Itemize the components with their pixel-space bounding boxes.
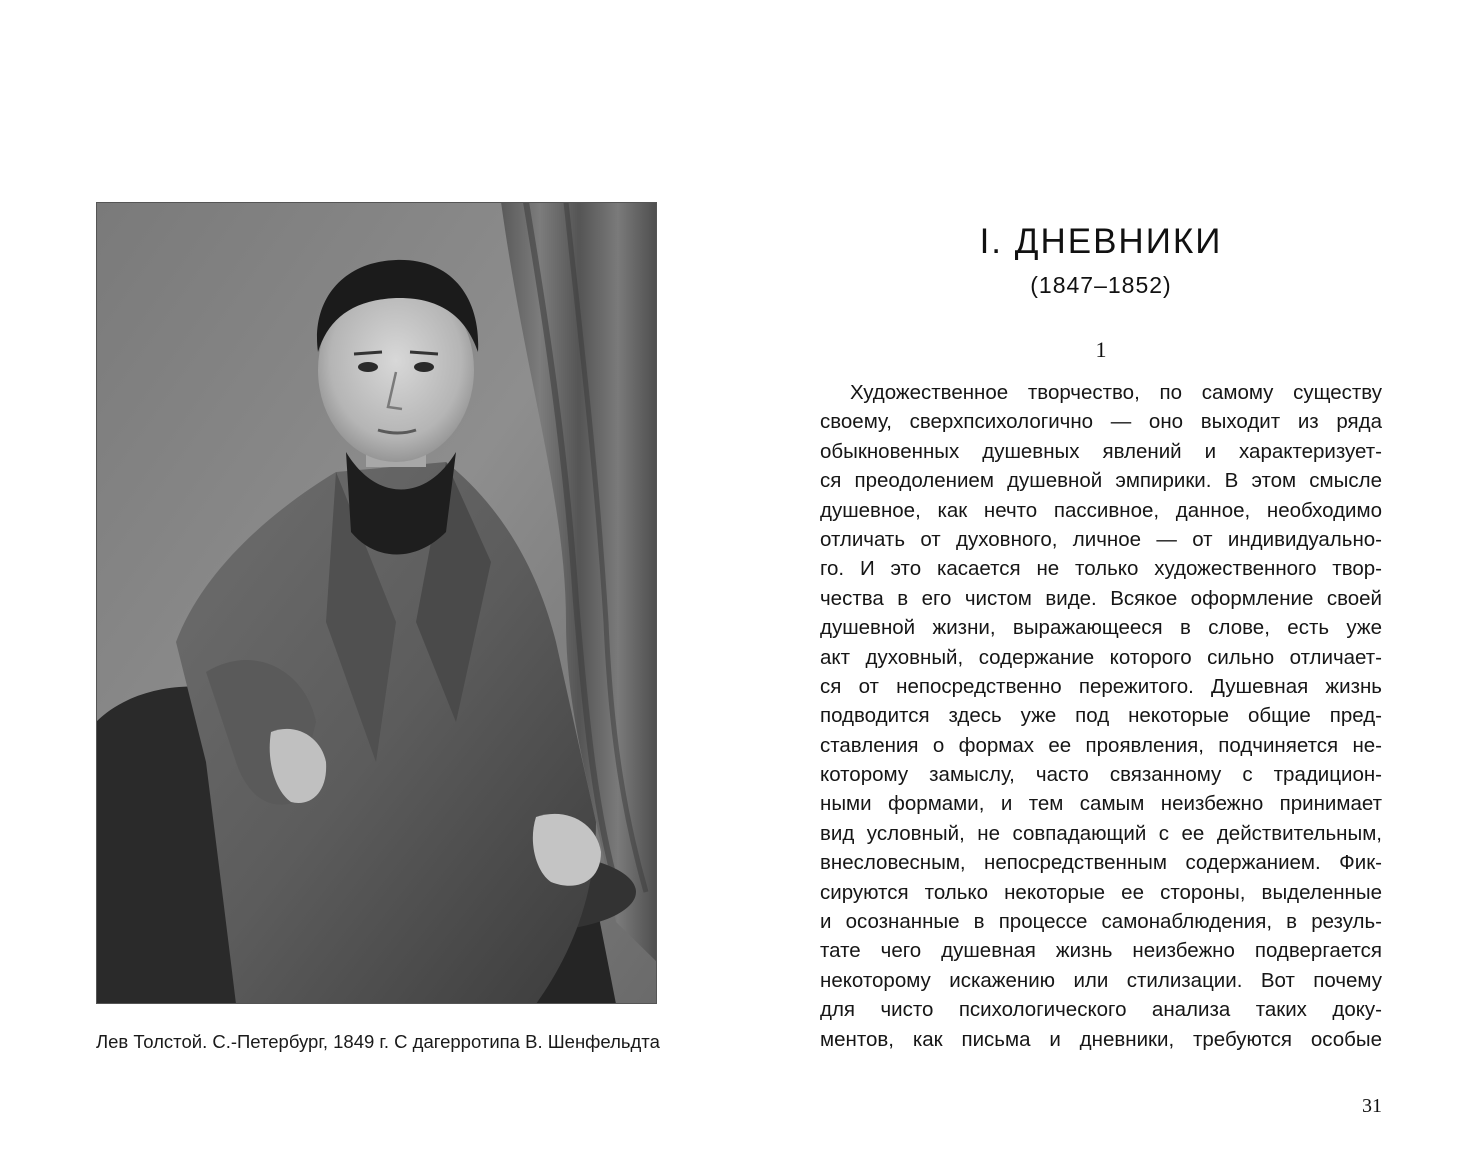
text-line: сируются только некоторые ее стороны, выделенные xyxy=(820,880,1382,904)
text-line: акт духовный, содержание которого сильно отличает- xyxy=(820,645,1382,669)
portrait-photo xyxy=(96,202,657,1004)
text-line: для чисто психологического анализа таких доку- xyxy=(820,998,1382,1022)
section-number: 1 xyxy=(1095,337,1107,362)
photo-caption: Лев Толстой. С.-Петербург, 1849 г. С дагерротипа В. Шенфельдта xyxy=(96,1031,660,1052)
page-number: 31 xyxy=(1362,1095,1382,1117)
body-paragraph xyxy=(820,378,1382,1054)
text-line: внесловесным, непосредственным содержанием. Фик- xyxy=(820,851,1382,875)
text-line: ментов, как письма и дневники, требуются особые xyxy=(820,1027,1382,1051)
text-line: и осознанные в процессе самонаблюдения, в резуль- xyxy=(820,910,1382,934)
text-line: обыкновенных душевных явлений и характеризует- xyxy=(820,439,1382,463)
text-line: ся от непосредственно пережитого. Душевная жизнь xyxy=(820,674,1382,698)
text-line: душевное, как нечто пассивное, данное, необходимо xyxy=(820,498,1382,522)
chapter-title: I. ДНЕВНИКИ xyxy=(979,222,1223,261)
text-line: отличать от духовного, личное — от индивидуально- xyxy=(820,527,1382,551)
text-line: душевной жизни, выражающееся в слове, есть уже xyxy=(820,616,1382,640)
text-line: своему, сверхпсихологично — оно выходит из ряда xyxy=(820,410,1382,434)
text-line: подводится здесь уже под некоторые общие пред- xyxy=(820,704,1382,728)
text-line: чества в его чистом виде. Всякое оформление своей xyxy=(820,586,1382,610)
text-line: некоторому искажению или стилизации. Вот почему xyxy=(820,968,1382,992)
text-line: ся преодолением душевной эмпирики. В этом смысле xyxy=(820,469,1382,493)
chapter-years: (1847–1852) xyxy=(1030,272,1172,298)
text-line: тате чего душевная жизнь неизбежно подвергается xyxy=(820,939,1382,963)
text-line: го. И это касается не только художественного твор- xyxy=(820,557,1382,581)
paper-bleed-through xyxy=(95,85,685,205)
text-line: вид условный, не совпадающий с ее действительным, xyxy=(820,821,1382,845)
portrait-photo-icon xyxy=(96,202,657,1004)
text-line: которому замыслу, часто связанному с традицион- xyxy=(820,763,1382,787)
text-line: Художественное творчество, по самому существу xyxy=(850,381,1382,404)
text-line: ными формами, и тем самым неизбежно принимает xyxy=(820,792,1382,816)
text-line: ставления о формах ее проявления, подчиняется не- xyxy=(820,733,1382,757)
